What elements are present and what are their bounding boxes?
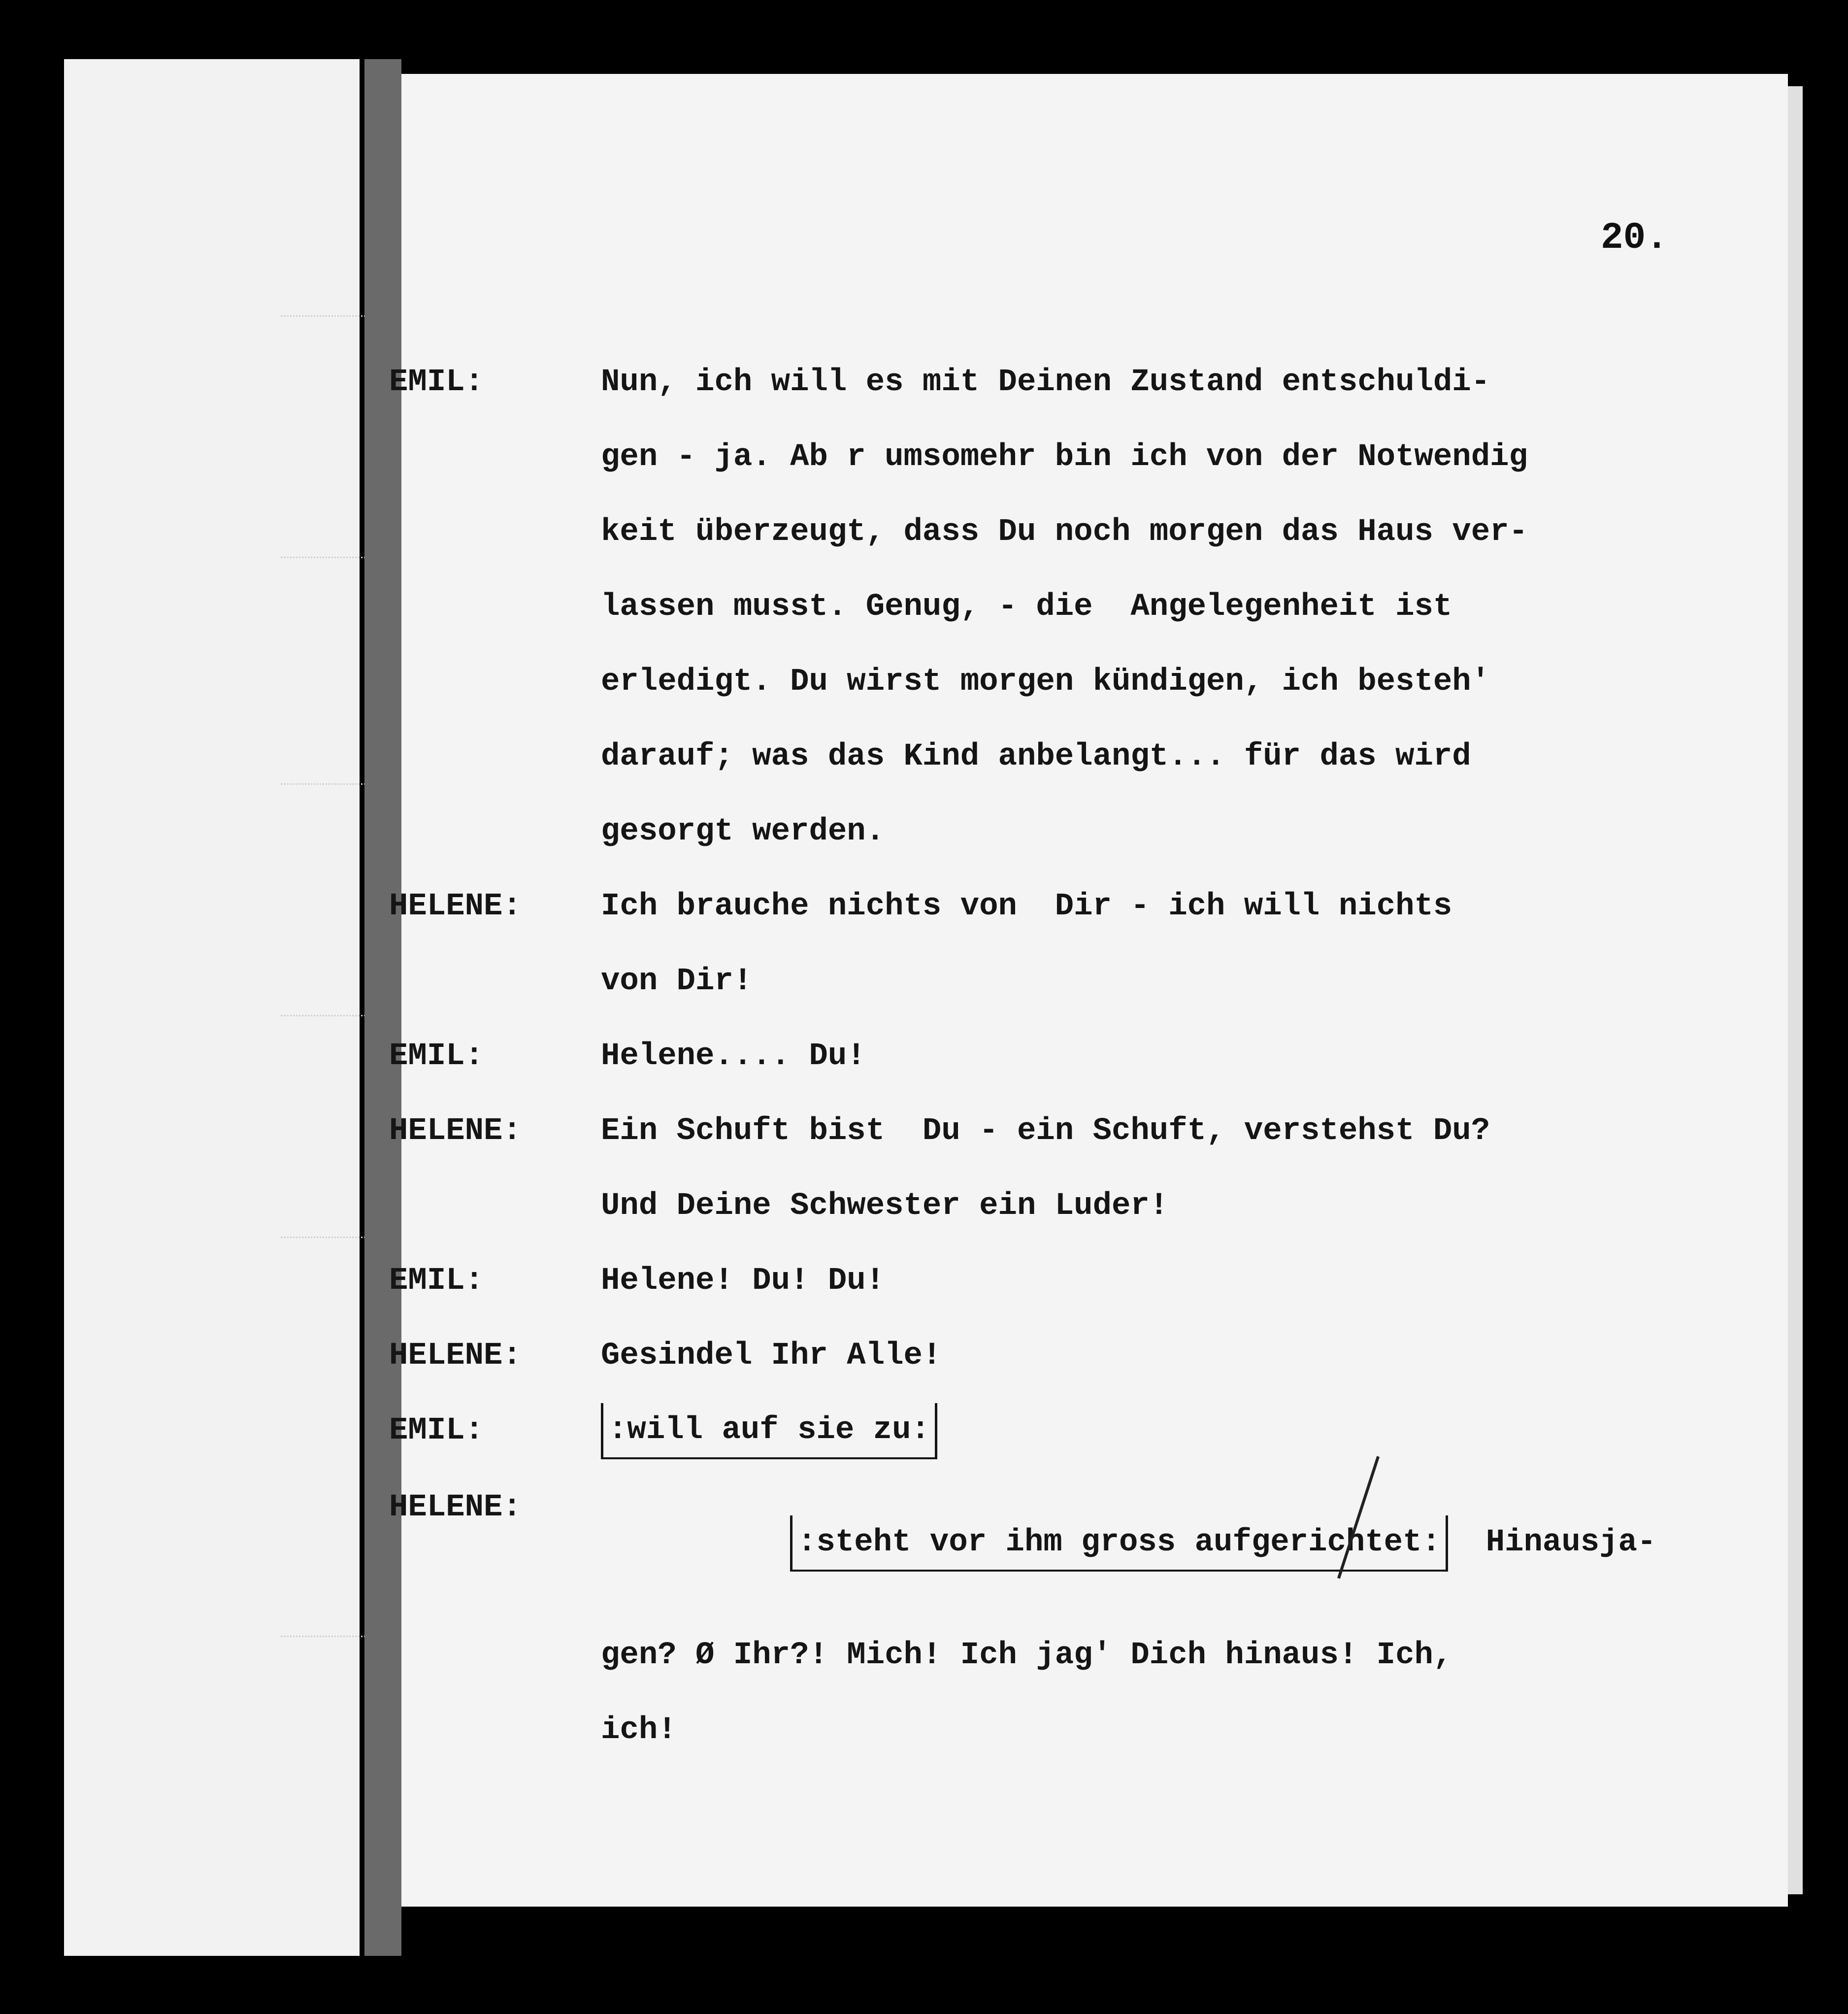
stage-direction-line	[601, 1470, 1744, 1618]
speaker-label: HELENE:	[389, 1490, 522, 1525]
speech-line: gesorgt werden.	[601, 814, 885, 849]
speech-line: von Dir!	[601, 964, 753, 999]
speech-line: Helene.... Du!	[601, 1039, 866, 1074]
speech-line: Und Deine Schwester ein Luder!	[601, 1188, 1169, 1224]
speaker-label: HELENE:	[389, 1113, 522, 1149]
speech-block	[389, 869, 1744, 1019]
speech-lines	[601, 1019, 1744, 1094]
speech-block	[389, 345, 1744, 869]
speaker-label: EMIL:	[389, 1263, 484, 1299]
speech-line: gen - ja. Ab r umsomehr bin ich von der Notwendig	[601, 439, 1528, 475]
stage-direction: :will auf sie zu:	[601, 1403, 937, 1459]
speaker-label: HELENE:	[389, 889, 522, 924]
speech-block	[389, 1094, 1744, 1243]
speaker-label: EMIL:	[389, 365, 484, 400]
speech-line: erledigt. Du wirst morgen kündigen, ich besteh'	[601, 664, 1490, 700]
speech-lines	[601, 1318, 1744, 1393]
speaker-label: EMIL:	[389, 1413, 484, 1448]
speech-line: Ein Schuft bist Du - ein Schuft, verstehst Du?	[601, 1113, 1490, 1149]
speech-line: darauf; was das Kind anbelangt... für das wird	[601, 739, 1471, 774]
speech-lines	[601, 1470, 1744, 1768]
speech-line: gen? Ø Ihr?! Mich! Ich jag' Dich hinaus! Ich,	[601, 1638, 1452, 1673]
speech-block	[389, 1393, 1744, 1470]
page-edge	[1788, 86, 1803, 1894]
speaker-label: EMIL:	[389, 1039, 484, 1074]
page-number: 20.	[1601, 217, 1668, 259]
previous-page-edge	[64, 59, 360, 1956]
speech-block	[389, 1470, 1744, 1768]
speech-lines	[601, 1393, 1744, 1470]
speaker-label: HELENE:	[389, 1338, 522, 1374]
speech-block	[389, 1019, 1744, 1094]
speech-lines	[601, 345, 1744, 869]
speech-line: ich!	[601, 1712, 677, 1748]
speech-continuation: Hinausja-	[1448, 1525, 1656, 1560]
speech-line: Ich brauche nichts von Dir - ich will nichts	[601, 889, 1452, 924]
speech-lines	[601, 1243, 1744, 1318]
speech-line: lassen musst. Genug, - die Angelegenheit ist	[601, 589, 1452, 625]
speech-line: Nun, ich will es mit Deinen Zustand entschuldi-	[601, 365, 1490, 400]
speech-line: Helene! Du! Du!	[601, 1263, 885, 1299]
speech-line: keit überzeugt, dass Du noch morgen das Haus ver-	[601, 514, 1528, 550]
speech-line: Gesindel Ihr Alle!	[601, 1338, 942, 1374]
speech-lines	[601, 869, 1744, 1019]
dialogue-script	[389, 345, 1744, 1768]
speech-lines	[601, 1094, 1744, 1243]
stage-direction: :steht vor ihm gross aufgerichtet:	[790, 1515, 1448, 1572]
speech-block	[389, 1318, 1744, 1393]
speech-block	[389, 1243, 1744, 1318]
